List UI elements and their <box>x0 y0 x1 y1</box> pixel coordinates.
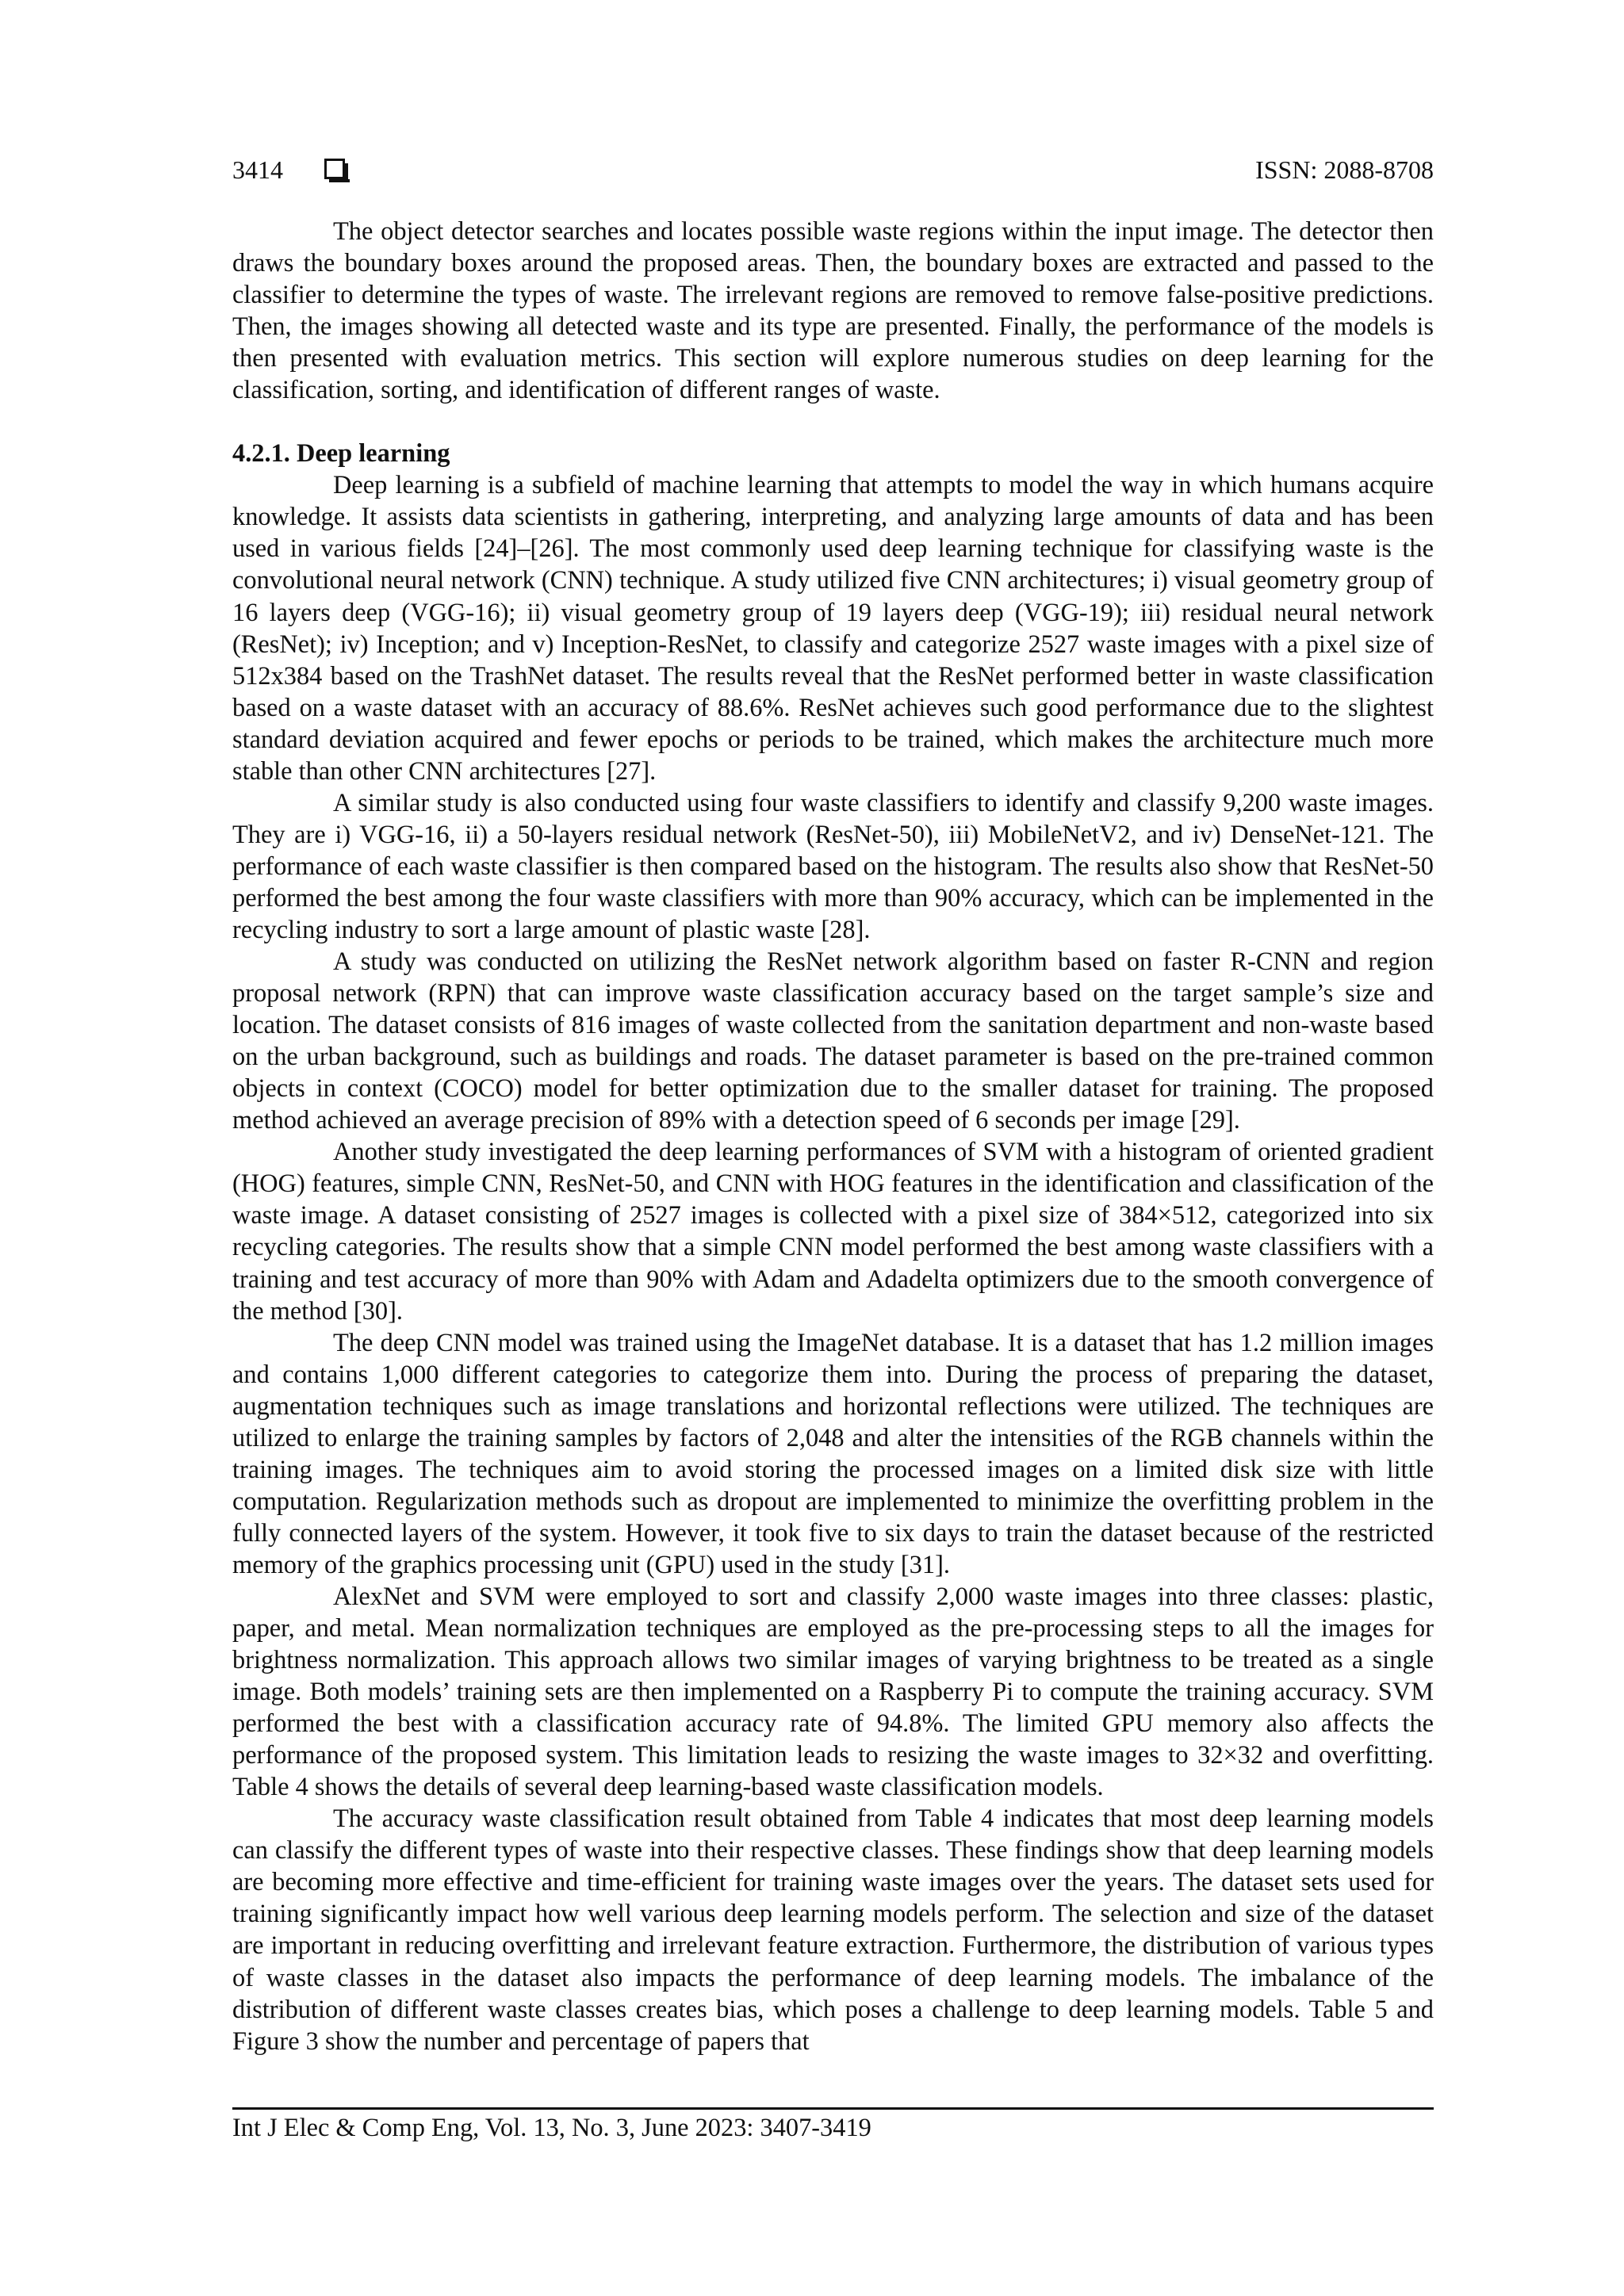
footer-divider <box>232 2107 1434 2110</box>
body-paragraph: Another study investigated the deep learning performances of SVM with a histogram of oriented gradient (HOG) features, simple CNN, ResNet-50, and CNN with HOG features in the identification and classification of the waste image. A dataset consisting of 2527 images is collected with a pixel size of 384×512, categorized into six recycling categories. The results show that a simple CNN model performed the best among waste classifiers with a training and test accuracy of more than 90% with Adam and Adadelta optimizers due to the smooth convergence of the method [30]. <box>232 1138 1434 1326</box>
body-paragraph: Deep learning is a subfield of machine learning that attempts to model the way in which humans acquire knowledge. It assists data scientists in gathering, interpreting, and analyzing large amounts of data and has been used in various fields [24]–[26]. The most commonly used deep learning technique for classifying waste is the convolutional neural network (CNN) technique. A study utilized five CNN architectures; i) visual geometry group of 16 layers deep (VGG-16); ii) visual geometry group of 19 layers deep (VGG-19); iii) residual neural network (ResNet); iv) Inception; and v) Inception-ResNet, to classify and categorize 2527 waste images with a pixel size of 512x384 based on the TrashNet dataset. The results reveal that the ResNet performed better in waste classification based on a waste dataset with an accuracy of 88.6%. ResNet achieves such good performance due to the slightest standard deviation acquired and fewer epochs or periods to be trained, which makes the architecture much more stable than other CNN architectures [27]. <box>232 471 1434 786</box>
page-header <box>232 152 1434 187</box>
article-body <box>232 216 1434 2057</box>
page-number: 3414 <box>232 155 283 184</box>
section-heading: 4.2.1. Deep learning <box>232 439 450 469</box>
issn-label: ISSN: 2088-8708 <box>1255 155 1434 184</box>
body-paragraph: The deep CNN model was trained using the ImageNet database. It is a dataset that has 1.2 million images and contains 1,000 different categories to categorize them into. During the process of preparing the dataset, augmentation techniques such as image translations and horizontal reflections were utilized. The techniques are utilized to enlarge the training samples by factors of 2,048 and alter the intensities of the RGB channels within the training images. The techniques aim to avoid storing the processed images on a limited disk size with little computation. Regularization methods such as dropout are implemented to minimize the overfitting problem in the fully connected layers of the system. However, it took five to six days to train the dataset because of the restricted memory of the graphics processing unit (GPU) used in the study [31]. <box>232 1328 1434 1579</box>
body-paragraph: The accuracy waste classification result obtained from Table 4 indicates that most deep learning models can classify the different types of waste into their respective classes. These findings show that deep learning models are becoming more effective and time-efficient for training waste images over the years. The dataset sets used for training significantly impact how well various deep learning models perform. The selection and size of the dataset are important in reducing overfitting and irrelevant feature extraction. Furthermore, the distribution of various types of waste classes in the dataset also impacts the performance of deep learning models. The imbalance of the distribution of different waste classes creates bias, which poses a challenge to deep learning models. Table 5 and Figure 3 show the number and percentage of papers that <box>232 1804 1434 2056</box>
body-paragraph: A study was conducted on utilizing the ResNet network algorithm based on faster R-CNN and region proposal network (RPN) that can improve waste classification accuracy based on the target sample’s size and location. The dataset consists of 816 images of waste collected from the sanitation department and non-waste based on the urban background, such as buildings and roads. The dataset parameter is based on the pre-trained common objects in context (COCO) model for better optimization due to the smaller dataset for training. The proposed method achieved an average precision of 89% with a detection speed of 6 seconds per image [29]. <box>232 947 1434 1135</box>
body-paragraph: AlexNet and SVM were employed to sort and classify 2,000 waste images into three classes: plastic, paper, and metal. Mean normalization techniques are employed as the pre-processing steps to all the images for brightness normalization. This approach allows two similar images of varying brightness to be treated as a single image. Both models’ training sets are then implemented on a Raspberry Pi to compute the training accuracy. SVM performed the best with a classification accuracy rate of 94.8%. The limited GPU memory also affects the performance of the proposed system. This limitation leads to resizing the waste images to 32×32 and overfitting. Table 4 shows the details of several deep learning-based waste classification models. <box>232 1582 1434 1802</box>
square-box-icon <box>324 159 345 179</box>
footer-citation: Int J Elec & Comp Eng, Vol. 13, No. 3, June 2023: 3407-3419 <box>232 2114 871 2142</box>
body-paragraph: A similar study is also conducted using four waste classifiers to identify and classify 9,200 waste images. They are i) VGG-16, ii) a 50-layers residual network (ResNet-50), iii) MobileNetV2, and iv) DenseNet-121. The performance of each waste classifier is then compared based on the histogram. The results also show that ResNet-50 performed the best among the four waste classifiers with more than 90% accuracy, which can be implemented in the recycling industry to sort a large amount of plastic waste [28]. <box>232 788 1434 944</box>
intro-paragraph: The object detector searches and locates possible waste regions within the input image. The detector then draws the boundary boxes around the proposed areas. Then, the boundary boxes are extracted and passed to the classifier to determine the types of waste. The irrelevant regions are removed to remove false-positive predictions. Then, the images showing all detected waste and its type are presented. Finally, the performance of the models is then presented with evaluation metrics. This section will explore numerous studies on deep learning for the classification, sorting, and identification of different ranges of waste. <box>232 217 1434 405</box>
